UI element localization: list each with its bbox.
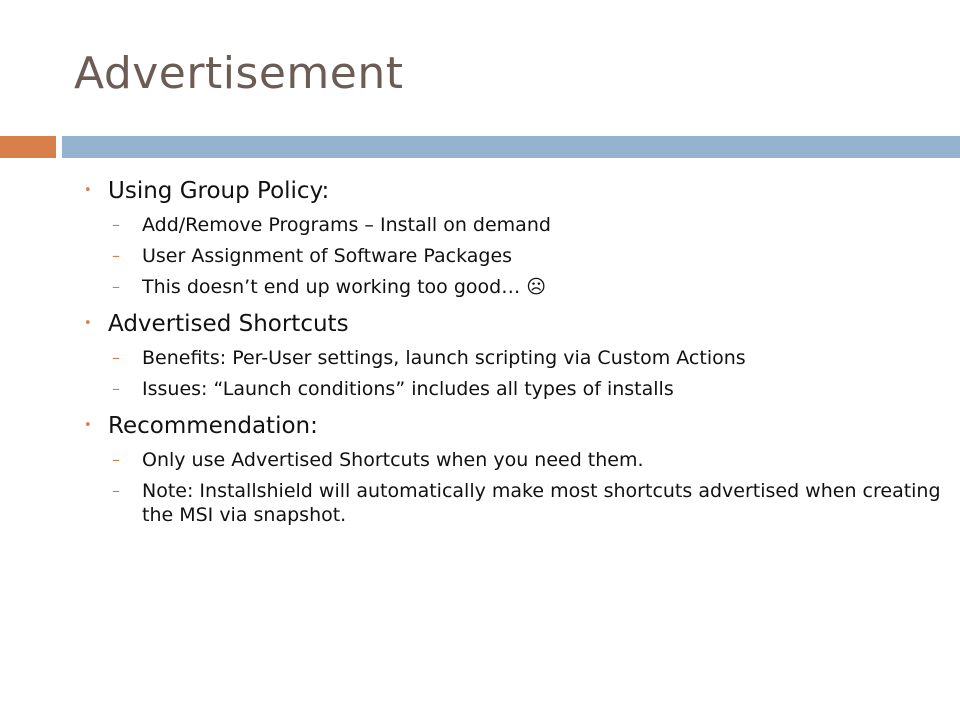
sub-bullet-text: Benefits: Per-User settings, launch scripting via Custom Actions (142, 347, 746, 369)
bullet-dot-icon: • (84, 316, 92, 331)
sub-bullet-item (84, 448, 944, 472)
dash-icon: – (112, 246, 120, 265)
sub-bullet-item (84, 377, 944, 401)
section-recommendation (84, 411, 944, 527)
sub-bullet-item (84, 479, 944, 527)
dash-icon: – (112, 348, 120, 367)
dash-icon: – (112, 379, 120, 398)
sub-bullet-item (84, 213, 944, 237)
bullet-dot-icon: • (84, 418, 92, 433)
bullet-dot-icon: • (84, 183, 92, 198)
sub-bullet-text: This doesn’t end up working too good… ☹ (142, 276, 547, 298)
sub-bullet-text: Issues: “Launch conditions” includes all types of installs (142, 378, 674, 400)
accent-bar-right (62, 136, 960, 158)
section-heading: Recommendation: (108, 413, 318, 439)
section-heading: Advertised Shortcuts (108, 311, 349, 337)
sub-bullet-item (84, 346, 944, 370)
slide-title: Advertisement (74, 48, 404, 99)
dash-icon: – (112, 277, 120, 296)
sub-bullet-item (84, 275, 944, 299)
sub-bullet-text: Add/Remove Programs – Install on demand (142, 214, 551, 236)
sub-bullet-text: Note: Installshield will automatically make most shortcuts advertised when creating the MSI via snapshot. (142, 480, 941, 526)
dash-icon: – (112, 450, 120, 469)
section-advertised-shortcuts (84, 309, 944, 401)
section-heading: Using Group Policy: (108, 178, 330, 204)
sub-bullet-text: Only use Advertised Shortcuts when you need them. (142, 449, 644, 471)
slide-body (84, 170, 944, 537)
bullet-item (84, 411, 944, 441)
accent-bar-left (0, 136, 56, 158)
sub-bullet-item (84, 244, 944, 268)
bullet-item (84, 309, 944, 339)
sub-bullet-text: User Assignment of Software Packages (142, 245, 513, 267)
dash-icon: – (112, 481, 120, 500)
section-group-policy (84, 176, 944, 299)
dash-icon: – (112, 215, 120, 234)
bullet-item (84, 176, 944, 206)
